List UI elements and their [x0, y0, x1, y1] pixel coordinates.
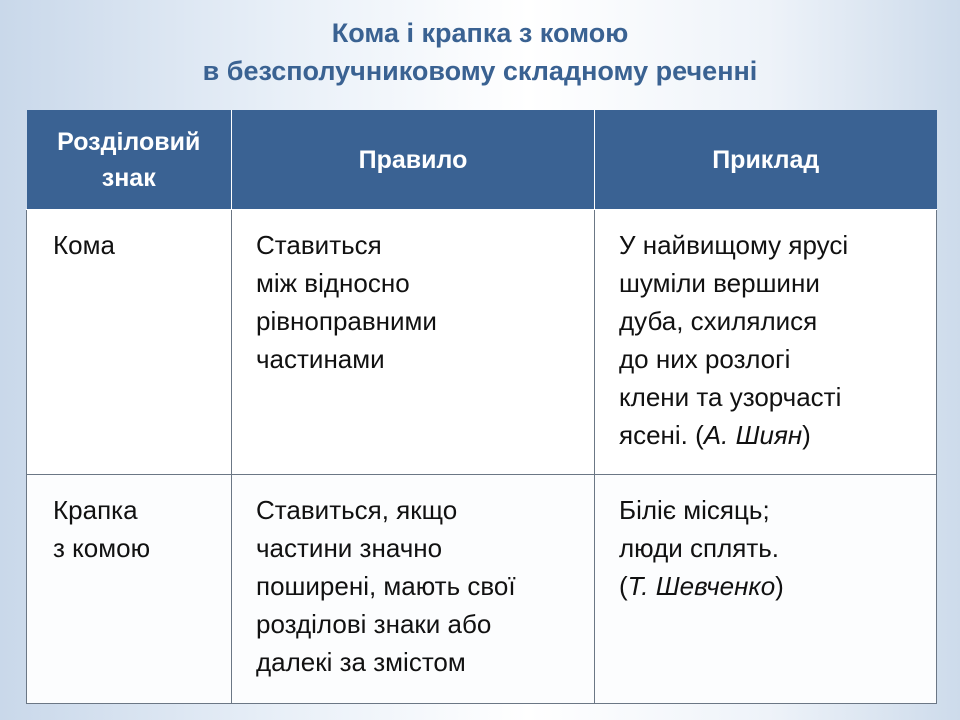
example-cell — [595, 475, 937, 704]
rule-line: рівноправними — [256, 306, 437, 336]
example-text: ( — [619, 571, 628, 601]
rule-line: далекі за змістом — [256, 647, 466, 677]
example-line: клени та узорчасті — [619, 382, 842, 412]
example-text: ясені. ( — [619, 420, 704, 450]
example-cell — [595, 210, 937, 475]
rule-line: частинами — [256, 344, 385, 374]
example-author: А. Шиян — [703, 420, 803, 450]
example-text: ) — [775, 571, 784, 601]
example-text: ) — [802, 420, 811, 450]
punctuation-rules-table — [26, 110, 937, 704]
sign-text: Кома — [53, 230, 115, 260]
rule-cell — [232, 210, 595, 475]
rule-line: Ставиться — [256, 230, 382, 260]
table-row — [27, 475, 937, 704]
example-attribution-line — [619, 416, 926, 454]
example-line: до них розлогі — [619, 344, 791, 374]
title-line-1: Кома і крапка з комою — [331, 18, 629, 48]
rule-line: між відносно — [256, 268, 410, 298]
header-sign-line: знак — [101, 163, 156, 192]
header-sign — [27, 110, 232, 210]
table-row — [27, 210, 937, 475]
rule-cell — [232, 475, 595, 704]
example-line: люди сплять. — [619, 533, 780, 563]
table-header-row — [27, 110, 937, 210]
sign-text: Крапка — [53, 495, 138, 525]
rule-line: поширені, мають свої — [256, 571, 516, 601]
sign-cell — [27, 210, 232, 475]
sign-cell — [27, 475, 232, 704]
rule-line: частини значно — [256, 533, 443, 563]
example-author: Т. Шевченко — [627, 571, 776, 601]
example-line: Біліє місяць; — [619, 495, 770, 525]
header-sign-line: Розділовий — [57, 127, 201, 156]
example-line: дуба, схилялися — [619, 306, 818, 336]
slide-title — [0, 14, 960, 90]
rule-line: Ставиться, якщо — [256, 495, 458, 525]
example-line: шуміли вершини — [619, 268, 820, 298]
header-rule: Правило — [232, 110, 595, 210]
sign-text: з комою — [53, 533, 151, 563]
title-line-2: в безсполучниковому складному реченні — [202, 56, 758, 86]
header-example: Приклад — [595, 110, 937, 210]
example-attribution-line — [619, 567, 926, 605]
rule-line: розділові знаки або — [256, 609, 492, 639]
example-line: У найвищому ярусі — [619, 230, 849, 260]
